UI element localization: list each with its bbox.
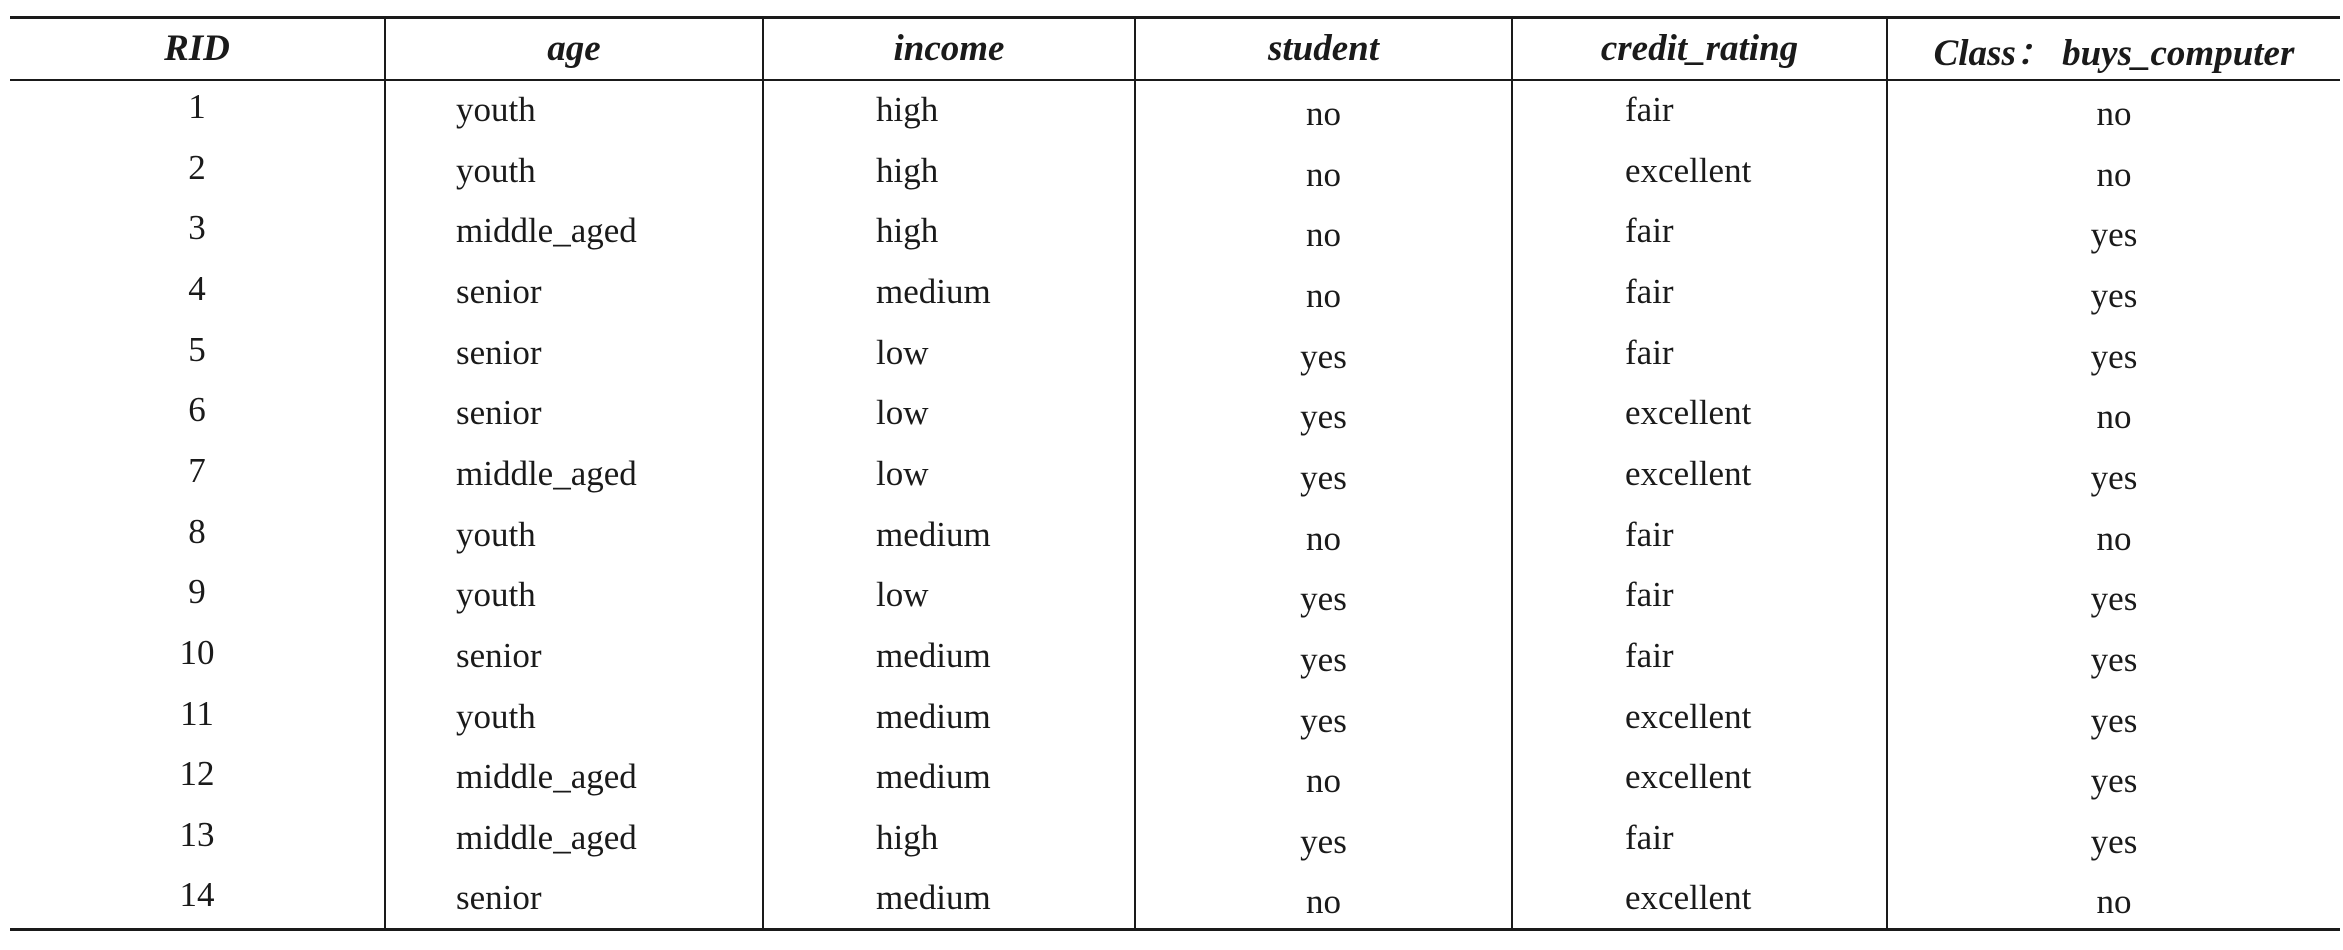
cell-age: senior: [385, 626, 763, 687]
cell-age: senior: [385, 322, 763, 383]
cell-credit-rating: fair: [1512, 80, 1887, 141]
table-row: [10, 747, 2340, 808]
table-row: [10, 686, 2340, 747]
cell-class: no: [1887, 868, 2340, 929]
cell-class: yes: [1887, 626, 2340, 687]
header-class-buys-computer: Class： buys_computer: [1887, 18, 2340, 80]
cell-student: no: [1135, 747, 1512, 808]
cell-student: yes: [1135, 686, 1512, 747]
cell-class: yes: [1887, 565, 2340, 626]
cell-rid: 2: [188, 147, 206, 187]
data-table: [10, 16, 2340, 931]
cell-age: youth: [385, 140, 763, 201]
cell-student: no: [1135, 504, 1512, 565]
header-income: income: [763, 18, 1135, 80]
cell-rid: 11: [180, 693, 214, 733]
cell-age: youth: [385, 504, 763, 565]
cell-age: senior: [385, 262, 763, 323]
cell-student: no: [1135, 262, 1512, 323]
cell-student: yes: [1135, 808, 1512, 869]
cell-rid: 4: [188, 268, 206, 308]
cell-income: high: [763, 808, 1135, 869]
cell-rid: 6: [188, 390, 206, 430]
cell-rid: 7: [188, 450, 206, 490]
cell-rid: 14: [10, 868, 385, 929]
cell-credit-rating: excellent: [1512, 140, 1887, 201]
cell-class: yes: [1887, 686, 2340, 747]
cell-student: no: [1135, 80, 1512, 141]
cell-rid: 8: [188, 511, 206, 551]
table-row: [10, 444, 2340, 505]
cell-rid: 3: [188, 208, 206, 248]
cell-credit-rating: fair: [1512, 322, 1887, 383]
cell-credit-rating: excellent: [1512, 444, 1887, 505]
cell-age: senior: [385, 383, 763, 444]
cell-income: medium: [763, 686, 1135, 747]
cell-age: middle_aged: [385, 808, 763, 869]
cell-credit-rating: fair: [1512, 565, 1887, 626]
cell-class: yes: [1887, 444, 2340, 505]
table-row: [10, 383, 2340, 444]
cell-rid: 1: [188, 87, 206, 127]
cell-income: low: [763, 383, 1135, 444]
cell-age: middle_aged: [385, 444, 763, 505]
cell-income: medium: [763, 626, 1135, 687]
cell-student: yes: [1135, 322, 1512, 383]
cell-credit-rating: fair: [1512, 626, 1887, 687]
cell-income: medium: [763, 262, 1135, 323]
header-rid: RID: [10, 18, 385, 80]
cell-credit-rating: fair: [1512, 262, 1887, 323]
table-row: [10, 868, 2340, 929]
cell-age: youth: [385, 80, 763, 141]
cell-class: no: [1887, 140, 2340, 201]
table-header: [10, 18, 2340, 80]
cell-income: high: [763, 201, 1135, 262]
cell-rid: 5: [188, 329, 206, 369]
cell-age: senior: [385, 868, 763, 929]
cell-age: youth: [385, 565, 763, 626]
cell-income: high: [763, 80, 1135, 141]
cell-class: yes: [1887, 747, 2340, 808]
table-row: [10, 80, 2340, 141]
cell-credit-rating: excellent: [1512, 383, 1887, 444]
cell-class: yes: [1887, 322, 2340, 383]
cell-credit-rating: excellent: [1512, 868, 1887, 929]
table-row: [10, 322, 2340, 383]
cell-student: yes: [1135, 626, 1512, 687]
header-student: student: [1135, 18, 1512, 80]
cell-rid: 10: [179, 633, 215, 673]
cell-income: medium: [763, 747, 1135, 808]
table-row: [10, 262, 2340, 323]
cell-rid: 9: [188, 572, 206, 612]
cell-class: no: [1887, 80, 2340, 141]
cell-student: no: [1135, 201, 1512, 262]
cell-rid: 12: [179, 754, 215, 794]
header-age: age: [385, 18, 763, 80]
table-body: [10, 80, 2340, 930]
cell-credit-rating: excellent: [1512, 747, 1887, 808]
cell-credit-rating: fair: [1512, 808, 1887, 869]
cell-student: yes: [1135, 565, 1512, 626]
cell-student: yes: [1135, 383, 1512, 444]
cell-class: yes: [1887, 201, 2340, 262]
cell-income: high: [763, 140, 1135, 201]
cell-age: middle_aged: [385, 201, 763, 262]
cell-age: middle_aged: [385, 747, 763, 808]
cell-income: low: [763, 565, 1135, 626]
cell-income: low: [763, 322, 1135, 383]
cell-class: no: [1887, 504, 2340, 565]
cell-student: no: [1135, 868, 1512, 929]
cell-credit-rating: fair: [1512, 504, 1887, 565]
cell-income: medium: [763, 868, 1135, 929]
cell-class: yes: [1887, 808, 2340, 869]
cell-class: yes: [1887, 262, 2340, 323]
cell-rid: 13: [179, 815, 215, 855]
table-row: [10, 504, 2340, 565]
cell-student: no: [1135, 140, 1512, 201]
header-row: [10, 18, 2340, 80]
header-credit-rating: credit_rating: [1512, 18, 1887, 80]
table-row: [10, 565, 2340, 626]
cell-credit-rating: fair: [1512, 201, 1887, 262]
cell-income: low: [763, 444, 1135, 505]
table-row: [10, 201, 2340, 262]
table-row: [10, 140, 2340, 201]
cell-income: medium: [763, 504, 1135, 565]
cell-class: no: [1887, 383, 2340, 444]
table-row: [10, 626, 2340, 687]
cell-student: yes: [1135, 444, 1512, 505]
cell-credit-rating: excellent: [1512, 686, 1887, 747]
cell-age: youth: [385, 686, 763, 747]
table-row: [10, 808, 2340, 869]
